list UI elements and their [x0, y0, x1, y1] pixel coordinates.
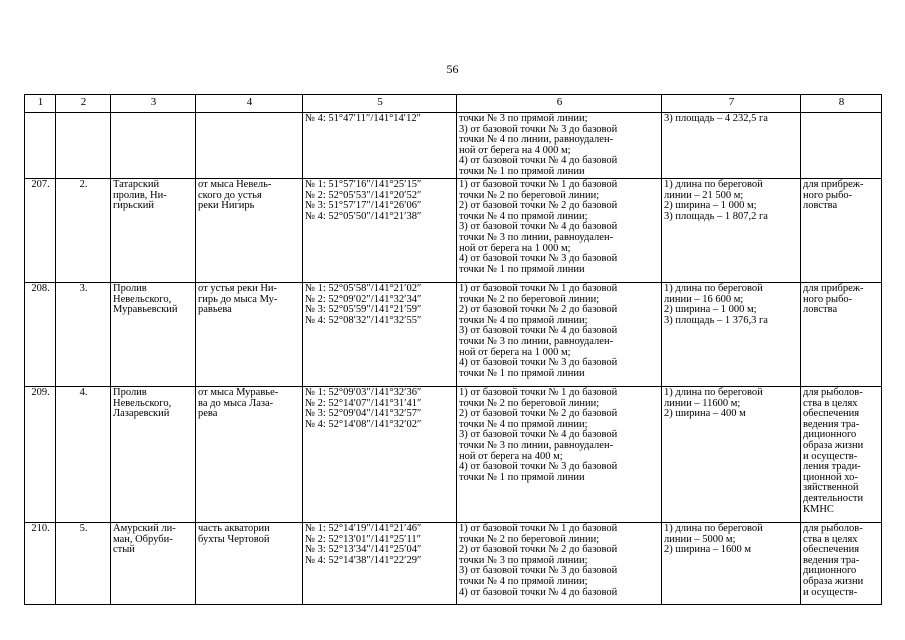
boundary-method: 1) от базовой точки № 1 до базовой точки № 2 по береговой линии; 2) от базовой точки № 2 до базовой точки № 4 по прямой линии; 3) от базовой точки № 4 до базовой точки № 3 по линии, равноудален- ной от берега на 1 000 м; 4) от базовой точки № 3 до базовой точки № 1 по прямой линии: [457, 283, 662, 387]
table-row: [25, 179, 882, 283]
area-name: [111, 113, 196, 179]
table-row: [25, 113, 882, 179]
coordinates: № 1: 52°05′58″/141°21′02″ № 2: 52°09′02″/141°32′34″ № 3: 52°05′59″/141°21′59″ № 4: 52°08′32″/141°32′55″: [303, 283, 457, 387]
area-size: 1) длина по береговой линии – 11600 м; 2) ширина – 400 м: [662, 387, 801, 523]
row-number: 207.: [25, 179, 56, 283]
area-size: 1) длина по береговой линии – 5000 м; 2) ширина – 1600 м: [662, 523, 801, 605]
area-size: 3) площадь – 4 232,5 га: [662, 113, 801, 179]
area-size: 1) длина по береговой линии – 21 500 м; 2) ширина – 1 000 м; 3) площадь – 1 807,2 га: [662, 179, 801, 283]
boundary-method: 1) от базовой точки № 1 до базовой точки № 2 по береговой линии; 2) от базовой точки № 2 до базовой точки № 4 по прямой линии; 3) от базовой точки № 4 до базовой точки № 3 по линии, равноудален- ной от берега на 400 м; 4) от базовой точки № 3 до базовой точки № 1 по прямой линии: [457, 387, 662, 523]
column-header: 1: [25, 95, 56, 113]
header-row: [25, 95, 882, 113]
purpose: [801, 113, 882, 179]
row-number: 209.: [25, 387, 56, 523]
row-number: 208.: [25, 283, 56, 387]
area-name: Татарский пролив, Ни- гирьский: [111, 179, 196, 283]
area-bounds: от устья реки Ни- гирь до мыса Му- равьева: [196, 283, 303, 387]
purpose: для прибреж- ного рыбо- ловства: [801, 283, 882, 387]
area-name: Пролив Невельского, Лазаревский: [111, 387, 196, 523]
boundary-method: 1) от базовой точки № 1 до базовой точки № 2 по береговой линии; 2) от базовой точки № 2 до базовой точки № 4 по прямой линии; 3) от базовой точки № 4 до базовой точки № 3 по линии, равноудален- ной от берега на 1 000 м; 4) от базовой точки № 3 до базовой точки № 1 по прямой линии: [457, 179, 662, 283]
purpose: для рыболов- ства в целях обеспечения ведения тра- диционного образа жизни и осуществ-: [801, 523, 882, 605]
coordinates: № 1: 52°14′19″/141°21′46″ № 2: 52°13′01″/141°25′11″ № 3: 52°13′34″/141°25′04″ № 4: 52°14′38″/141°22′29″: [303, 523, 457, 605]
column-header: 2: [56, 95, 111, 113]
area-name: Амурский ли- ман, Обруби- стый: [111, 523, 196, 605]
area-bounds: от мыса Невель- ского до устья реки Нигирь: [196, 179, 303, 283]
purpose: для прибреж- ного рыбо- ловства: [801, 179, 882, 283]
row-subnumber: 5.: [56, 523, 111, 605]
row-subnumber: 4.: [56, 387, 111, 523]
column-header: 4: [196, 95, 303, 113]
area-bounds: [196, 113, 303, 179]
area-bounds: от мыса Муравье- ва до мыса Лаза- рева: [196, 387, 303, 523]
fishing-areas-table: [24, 94, 882, 605]
table-row: [25, 387, 882, 523]
column-header: 6: [457, 95, 662, 113]
area-size: 1) длина по береговой линии – 16 600 м; 2) ширина – 1 000 м; 3) площадь – 1 376,3 га: [662, 283, 801, 387]
column-header: 7: [662, 95, 801, 113]
area-bounds: часть акватории бухты Чертовой: [196, 523, 303, 605]
coordinates: № 4: 51°47′11″/141°14′12″: [303, 113, 457, 179]
boundary-method: 1) от базовой точки № 1 до базовой точки № 2 по береговой линии; 2) от базовой точки № 2 до базовой точки № 3 по прямой линии; 3) от базовой точки № 3 до базовой точки № 4 по прямой линии; 4) от базовой точки № 4 до базовой: [457, 523, 662, 605]
row-number: 210.: [25, 523, 56, 605]
column-header: 5: [303, 95, 457, 113]
row-number: [25, 113, 56, 179]
boundary-method: точки № 3 по прямой линии; 3) от базовой точки № 3 до базовой точки № 4 по линии, равноудален- ной от берега на 4 000 м; 4) от базовой точки № 4 до базовой точки № 1 по прямой линии: [457, 113, 662, 179]
purpose: для рыболов- ства в целях обеспечения ведения тра- диционного образа жизни и осуществ- ления тради- ционной хо- зяйственной деятельности КМНС: [801, 387, 882, 523]
page-number: 56: [446, 62, 459, 76]
row-subnumber: 2.: [56, 179, 111, 283]
table-row: [25, 523, 882, 605]
row-subnumber: [56, 113, 111, 179]
coordinates: № 1: 51°57′16″/141°25′15″ № 2: 52°05′53″/141°20′52″ № 3: 51°57′17″/141°26′06″ № 4: 52°05′50″/141°21′38″: [303, 179, 457, 283]
area-name: Пролив Невельского, Муравьевский: [111, 283, 196, 387]
row-subnumber: 3.: [56, 283, 111, 387]
column-header: 3: [111, 95, 196, 113]
table-row: [25, 283, 882, 387]
column-header: 8: [801, 95, 882, 113]
coordinates: № 1: 52°09′03″/141°32′36″ № 2: 52°14′07″/141°31′41″ № 3: 52°09′04″/141°32′57″ № 4: 52°14′08″/141°32′02″: [303, 387, 457, 523]
